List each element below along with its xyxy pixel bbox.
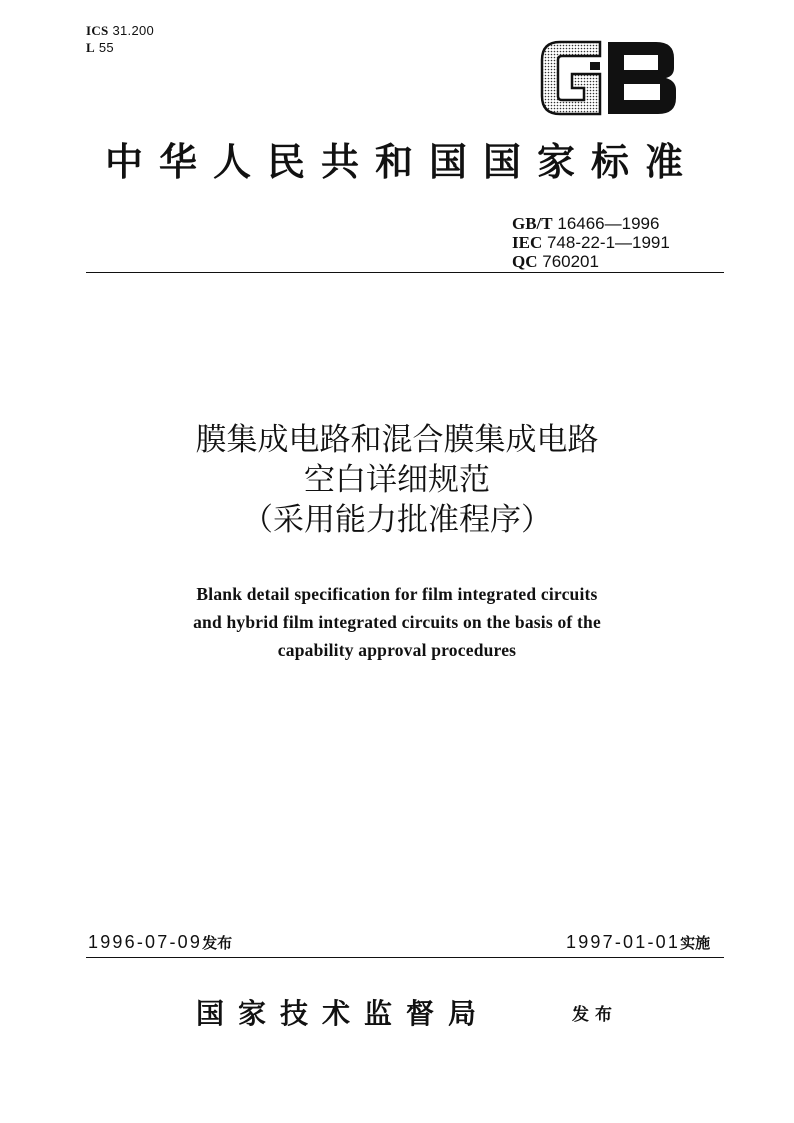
gb-logo-letter-b [608, 42, 676, 114]
standard-number-iec [512, 233, 670, 252]
standard-prefix: IEC [512, 233, 543, 252]
standard-prefix: GB/T [512, 214, 553, 233]
title-english-line-3: capability approval procedures [277, 640, 517, 660]
effective-date-value: 1997-01-01 [566, 932, 681, 952]
title-english-line-2: and hybrid film integrated circuits on the basis of the [193, 612, 601, 632]
ics-code: 31.200 [112, 23, 155, 38]
ccs-label: L [86, 40, 95, 55]
title-chinese [97, 420, 697, 540]
bottom-divider [86, 957, 724, 958]
effective-date [566, 932, 710, 953]
effective-date-suffix: 实施 [680, 934, 711, 952]
title-chinese-line-3: （采用能力批准程序） [242, 502, 552, 538]
title-english-line-1: Blank detail specification for film integrated circuits [196, 584, 598, 604]
gb-logo [538, 38, 680, 118]
issue-date-suffix: 发布 [202, 934, 233, 952]
national-standard-title: 中华人民共和国国家标准 [104, 139, 699, 184]
ics-label: ICS [86, 23, 109, 38]
title-chinese-line-2: 空白详细规范 [304, 462, 490, 498]
standard-code: 748-22-1—1991 [546, 233, 670, 252]
standard-number-qc [512, 252, 670, 271]
issue-label: 发布 [572, 1005, 618, 1025]
issue-date [88, 932, 232, 953]
standard-prefix: QC [512, 252, 538, 271]
standard-code: 16466—1996 [557, 214, 660, 233]
classification-codes [86, 22, 154, 56]
standard-number-gb [512, 214, 670, 233]
gb-logo-letter-g [542, 42, 600, 114]
issuing-authority: 国家技术监督局 [196, 997, 491, 1030]
ics-line [86, 22, 154, 39]
ccs-code: 55 [98, 40, 114, 55]
title-english [97, 580, 697, 664]
issue-date-value: 1996-07-09 [88, 932, 203, 952]
title-chinese-line-1: 膜集成电路和混合膜集成电路 [195, 422, 599, 458]
top-divider [86, 272, 724, 273]
standard-numbers [512, 214, 670, 271]
ccs-line [86, 39, 154, 56]
standard-code: 760201 [542, 252, 599, 271]
